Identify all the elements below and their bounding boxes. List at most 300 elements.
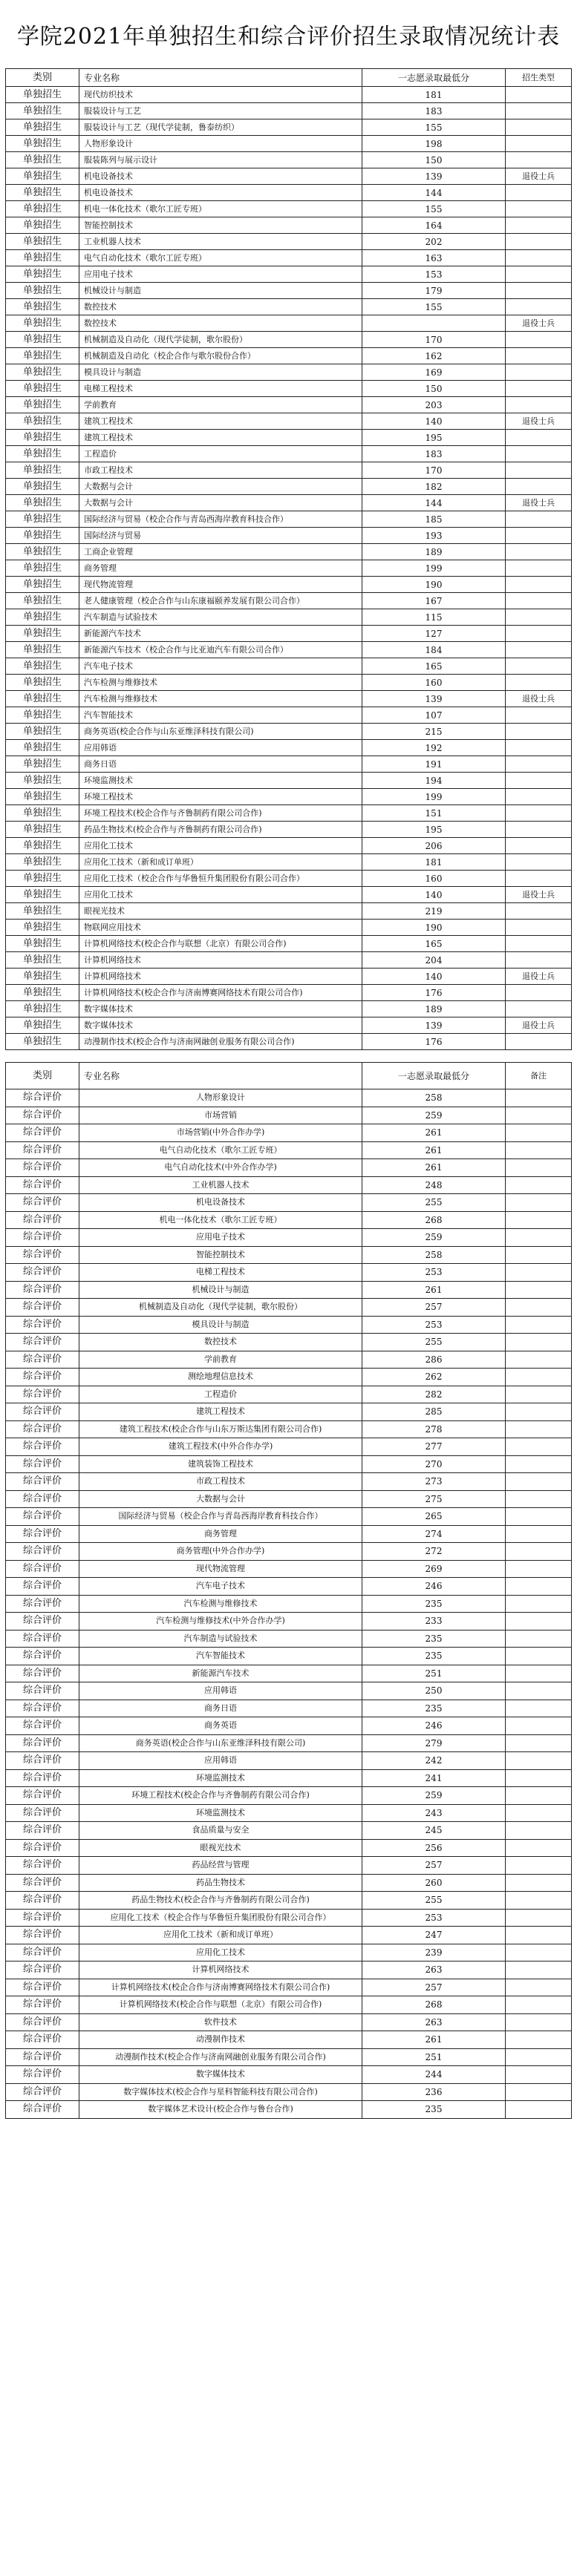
cell-note bbox=[506, 1034, 572, 1050]
cell-major: 老人健康管理（校企合作与山东康福颐养发展有限公司合作） bbox=[79, 593, 362, 609]
cell-note bbox=[506, 511, 572, 528]
cell-min-score: 170 bbox=[362, 332, 506, 348]
table-row bbox=[6, 887, 572, 903]
cell-note bbox=[506, 1909, 572, 1927]
cell-major: 机械制造及自动化（现代学徒制，歌尔股份） bbox=[79, 1299, 362, 1317]
cell-category: 综合评价 bbox=[6, 1682, 79, 1700]
cell-note bbox=[506, 136, 572, 152]
cell-category: 单独招生 bbox=[6, 920, 79, 936]
admission-table-independent bbox=[5, 68, 572, 1050]
cell-min-score: 155 bbox=[362, 299, 506, 315]
cell-category: 综合评价 bbox=[6, 1403, 79, 1421]
cell-major: 现代物流管理 bbox=[79, 577, 362, 593]
cell-note: 退役士兵 bbox=[506, 887, 572, 903]
cell-major: 商务英语 bbox=[79, 1717, 362, 1735]
table-row bbox=[6, 1107, 572, 1124]
cell-category: 单独招生 bbox=[6, 773, 79, 789]
cell-min-score: 190 bbox=[362, 920, 506, 936]
cell-major: 应用电子技术 bbox=[79, 1229, 362, 1247]
cell-category: 单独招生 bbox=[6, 495, 79, 511]
table-row bbox=[6, 903, 572, 920]
cell-major: 汽车检测与维修技术 bbox=[79, 675, 362, 691]
cell-note bbox=[506, 544, 572, 560]
table-row bbox=[6, 1717, 572, 1735]
cell-min-score: 150 bbox=[362, 152, 506, 168]
cell-min-score: 263 bbox=[362, 2013, 506, 2031]
cell-min-score: 169 bbox=[362, 364, 506, 381]
cell-major: 学前教育 bbox=[79, 1351, 362, 1369]
cell-major: 应用化工技术（新和成订单班） bbox=[79, 1927, 362, 1944]
cell-min-score: 189 bbox=[362, 1001, 506, 1017]
table-row bbox=[6, 1560, 572, 1578]
cell-category: 单独招生 bbox=[6, 854, 79, 871]
cell-note bbox=[506, 250, 572, 266]
table-row bbox=[6, 1682, 572, 1700]
cell-major: 软件技术 bbox=[79, 2013, 362, 2031]
cell-major: 应用电子技术 bbox=[79, 266, 362, 283]
cell-category: 综合评价 bbox=[6, 1996, 79, 2014]
cell-note bbox=[506, 1229, 572, 1247]
cell-major: 计算机网络技术(校企合作与济南博赛网络技术有限公司合作) bbox=[79, 985, 362, 1001]
table-row bbox=[6, 805, 572, 822]
cell-category: 单独招生 bbox=[6, 234, 79, 250]
cell-min-score: 244 bbox=[362, 2066, 506, 2084]
cell-category: 综合评价 bbox=[6, 1648, 79, 1665]
cell-major: 药品经营与管理 bbox=[79, 1857, 362, 1875]
table-row bbox=[6, 332, 572, 348]
cell-major: 药品生物技术(校企合作与齐鲁制药有限公司合作) bbox=[79, 1892, 362, 1910]
cell-min-score: 162 bbox=[362, 348, 506, 364]
cell-category: 单独招生 bbox=[6, 724, 79, 740]
cell-category: 综合评价 bbox=[6, 2031, 79, 2049]
cell-note bbox=[506, 1211, 572, 1229]
cell-major: 数字媒体技术 bbox=[79, 1001, 362, 1017]
cell-note bbox=[506, 1648, 572, 1665]
cell-min-score: 243 bbox=[362, 1804, 506, 1822]
cell-major: 大数据与会计 bbox=[79, 1490, 362, 1508]
cell-major: 数控技术 bbox=[79, 1334, 362, 1351]
cell-major: 商务日语 bbox=[79, 756, 362, 773]
cell-note bbox=[506, 740, 572, 756]
table-row bbox=[6, 658, 572, 675]
cell-category: 单独招生 bbox=[6, 675, 79, 691]
cell-min-score: 194 bbox=[362, 773, 506, 789]
cell-category: 单独招生 bbox=[6, 87, 79, 103]
cell-note bbox=[506, 1176, 572, 1194]
cell-min-score: 236 bbox=[362, 2083, 506, 2101]
cell-major: 新能源汽车技术 bbox=[79, 1665, 362, 1682]
cell-category: 综合评价 bbox=[6, 1857, 79, 1875]
cell-major: 学前教育 bbox=[79, 397, 362, 413]
cell-min-score: 257 bbox=[362, 1979, 506, 1996]
cell-major: 环境监测技术 bbox=[79, 773, 362, 789]
cell-min-score: 183 bbox=[362, 103, 506, 119]
table-row bbox=[6, 136, 572, 152]
table-row bbox=[6, 511, 572, 528]
table-row bbox=[6, 103, 572, 119]
cell-category: 综合评价 bbox=[6, 1595, 79, 1613]
cell-min-score: 181 bbox=[362, 854, 506, 871]
table-row bbox=[6, 2031, 572, 2049]
cell-min-score: 269 bbox=[362, 1560, 506, 1578]
cell-category: 单独招生 bbox=[6, 1017, 79, 1034]
cell-min-score: 239 bbox=[362, 1944, 506, 1962]
cell-note bbox=[506, 2101, 572, 2119]
cell-major: 数控技术 bbox=[79, 315, 362, 332]
cell-note bbox=[506, 838, 572, 854]
table-row bbox=[6, 234, 572, 250]
table-row bbox=[6, 773, 572, 789]
cell-category: 单独招生 bbox=[6, 283, 79, 299]
cell-major: 服装陈列与展示设计 bbox=[79, 152, 362, 168]
cell-note bbox=[506, 119, 572, 136]
cell-category: 单独招生 bbox=[6, 332, 79, 348]
cell-category: 综合评价 bbox=[6, 1560, 79, 1578]
cell-major: 应用化工技术（校企合作与华鲁恒升集团股份有限公司合作） bbox=[79, 871, 362, 887]
table-row bbox=[6, 2101, 572, 2119]
cell-min-score: 261 bbox=[362, 2031, 506, 2049]
cell-category: 综合评价 bbox=[6, 1508, 79, 1526]
table-row bbox=[6, 920, 572, 936]
cell-note bbox=[506, 2031, 572, 2049]
header-major: 专业名称 bbox=[79, 69, 362, 87]
table-row bbox=[6, 985, 572, 1001]
cell-min-score: 255 bbox=[362, 1194, 506, 1212]
cell-category: 单独招生 bbox=[6, 201, 79, 217]
cell-major: 计算机网络技术(校企合作与联想（北京）有限公司合作) bbox=[79, 936, 362, 952]
table-row bbox=[6, 1386, 572, 1403]
cell-min-score: 155 bbox=[362, 201, 506, 217]
cell-major: 机械制造及自动化（现代学徒制，歌尔股份） bbox=[79, 332, 362, 348]
cell-note bbox=[506, 1420, 572, 1438]
cell-note bbox=[506, 1438, 572, 1456]
cell-category: 单独招生 bbox=[6, 511, 79, 528]
cell-major: 应用韩语 bbox=[79, 1682, 362, 1700]
cell-note bbox=[506, 1455, 572, 1473]
cell-note bbox=[506, 936, 572, 952]
cell-category: 单独招生 bbox=[6, 1001, 79, 1017]
cell-note bbox=[506, 1264, 572, 1282]
cell-category: 综合评价 bbox=[6, 1525, 79, 1543]
cell-min-score: 270 bbox=[362, 1455, 506, 1473]
cell-note bbox=[506, 397, 572, 413]
cell-category: 单独招生 bbox=[6, 969, 79, 985]
table-row bbox=[6, 1420, 572, 1438]
cell-major: 动漫制作技术(校企合作与济南网融创业服务有限公司合作) bbox=[79, 1034, 362, 1050]
table-row bbox=[6, 1839, 572, 1857]
cell-major: 机械制造及自动化（校企合作与歌尔股份合作） bbox=[79, 348, 362, 364]
cell-category: 综合评价 bbox=[6, 1351, 79, 1369]
cell-note bbox=[506, 1682, 572, 1700]
cell-major: 环境监测技术 bbox=[79, 1804, 362, 1822]
table-row bbox=[6, 577, 572, 593]
cell-note bbox=[506, 1141, 572, 1159]
cell-note bbox=[506, 773, 572, 789]
cell-category: 综合评价 bbox=[6, 1979, 79, 1996]
cell-category: 单独招生 bbox=[6, 1034, 79, 1050]
cell-note bbox=[506, 2013, 572, 2031]
cell-major: 数控技术 bbox=[79, 299, 362, 315]
cell-major: 应用化工技术 bbox=[79, 1944, 362, 1962]
cell-major: 环境工程技术 bbox=[79, 789, 362, 805]
table-row bbox=[6, 2048, 572, 2066]
cell-min-score: 261 bbox=[362, 1124, 506, 1142]
cell-note bbox=[506, 1508, 572, 1526]
cell-major: 大数据与会计 bbox=[79, 495, 362, 511]
cell-category: 单独招生 bbox=[6, 560, 79, 577]
table-body bbox=[6, 1089, 572, 2119]
cell-major: 机电设备技术 bbox=[79, 185, 362, 201]
cell-category: 单独招生 bbox=[6, 413, 79, 430]
cell-category: 综合评价 bbox=[6, 1281, 79, 1299]
cell-category: 单独招生 bbox=[6, 887, 79, 903]
cell-note bbox=[506, 1578, 572, 1596]
table-row bbox=[6, 1438, 572, 1456]
cell-min-score: 251 bbox=[362, 1665, 506, 1682]
cell-min-score: 215 bbox=[362, 724, 506, 740]
cell-min-score: 140 bbox=[362, 887, 506, 903]
table-row bbox=[6, 479, 572, 495]
cell-min-score: 245 bbox=[362, 1822, 506, 1840]
cell-category: 单独招生 bbox=[6, 348, 79, 364]
cell-category: 单独招生 bbox=[6, 593, 79, 609]
cell-note bbox=[506, 2083, 572, 2101]
cell-category: 综合评价 bbox=[6, 1194, 79, 1212]
cell-min-score: 167 bbox=[362, 593, 506, 609]
cell-note bbox=[506, 609, 572, 626]
cell-category: 综合评价 bbox=[6, 1909, 79, 1927]
cell-note bbox=[506, 593, 572, 609]
page-title: 学院2021年单独招生和综合评价招生录取情况统计表 bbox=[16, 24, 561, 50]
table-row bbox=[6, 283, 572, 299]
cell-min-score: 246 bbox=[362, 1578, 506, 1596]
cell-category: 综合评价 bbox=[6, 1665, 79, 1682]
cell-note bbox=[506, 985, 572, 1001]
cell-category: 单独招生 bbox=[6, 152, 79, 168]
cell-min-score: 259 bbox=[362, 1229, 506, 1247]
cell-note bbox=[506, 1543, 572, 1561]
cell-note bbox=[506, 1281, 572, 1299]
cell-category: 单独招生 bbox=[6, 446, 79, 462]
table-row bbox=[6, 1665, 572, 1682]
cell-min-score: 204 bbox=[362, 952, 506, 969]
cell-min-score: 191 bbox=[362, 756, 506, 773]
cell-note bbox=[506, 1001, 572, 1017]
cell-min-score: 277 bbox=[362, 1438, 506, 1456]
cell-major: 眼视光技术 bbox=[79, 1839, 362, 1857]
table-row bbox=[6, 446, 572, 462]
cell-note bbox=[506, 1892, 572, 1910]
cell-category: 综合评价 bbox=[6, 1630, 79, 1648]
cell-min-score: 199 bbox=[362, 789, 506, 805]
table-row bbox=[6, 1857, 572, 1875]
cell-major: 人物形象设计 bbox=[79, 1089, 362, 1107]
header-category: 类别 bbox=[6, 1063, 79, 1089]
cell-major: 汽车智能技术 bbox=[79, 707, 362, 724]
table-row bbox=[6, 1752, 572, 1770]
cell-note bbox=[506, 1369, 572, 1386]
cell-note bbox=[506, 854, 572, 871]
cell-major: 应用化工技术 bbox=[79, 838, 362, 854]
cell-note bbox=[506, 462, 572, 479]
table-row bbox=[6, 1455, 572, 1473]
cell-major: 数字媒体技术 bbox=[79, 1017, 362, 1034]
cell-category: 综合评价 bbox=[6, 1734, 79, 1752]
cell-major: 汽车制造与试验技术 bbox=[79, 609, 362, 626]
cell-category: 单独招生 bbox=[6, 136, 79, 152]
cell-category: 单独招生 bbox=[6, 381, 79, 397]
cell-min-score: 241 bbox=[362, 1769, 506, 1787]
cell-note: 退役士兵 bbox=[506, 413, 572, 430]
cell-note bbox=[506, 724, 572, 740]
cell-note bbox=[506, 1857, 572, 1875]
table-row bbox=[6, 397, 572, 413]
cell-major: 大数据与会计 bbox=[79, 479, 362, 495]
cell-category: 综合评价 bbox=[6, 1141, 79, 1159]
table-row bbox=[6, 1525, 572, 1543]
cell-major: 电梯工程技术 bbox=[79, 1264, 362, 1282]
cell-category: 综合评价 bbox=[6, 1822, 79, 1840]
cell-category: 综合评价 bbox=[6, 1159, 79, 1177]
table-row bbox=[6, 756, 572, 773]
cell-min-score: 262 bbox=[362, 1369, 506, 1386]
cell-category: 综合评价 bbox=[6, 2048, 79, 2066]
cell-min-score: 242 bbox=[362, 1752, 506, 1770]
cell-min-score: 198 bbox=[362, 136, 506, 152]
cell-note bbox=[506, 1752, 572, 1770]
cell-min-score: 256 bbox=[362, 1839, 506, 1857]
table-row bbox=[6, 1034, 572, 1050]
table-row bbox=[6, 1874, 572, 1892]
cell-note bbox=[506, 1734, 572, 1752]
cell-major: 汽车制造与试验技术 bbox=[79, 1630, 362, 1648]
cell-major: 应用韩语 bbox=[79, 740, 362, 756]
cell-major: 机电一体化技术（歌尔工匠专班） bbox=[79, 201, 362, 217]
cell-note bbox=[506, 1124, 572, 1142]
cell-note bbox=[506, 1717, 572, 1735]
cell-min-score: 235 bbox=[362, 1595, 506, 1613]
table-row bbox=[6, 1001, 572, 1017]
table-gap bbox=[0, 1050, 577, 1062]
cell-min-score: 155 bbox=[362, 119, 506, 136]
cell-category: 综合评价 bbox=[6, 1176, 79, 1194]
cell-note bbox=[506, 103, 572, 119]
table-row bbox=[6, 495, 572, 511]
table-row bbox=[6, 462, 572, 479]
cell-note bbox=[506, 822, 572, 838]
table-row bbox=[6, 1892, 572, 1910]
table-row bbox=[6, 1017, 572, 1034]
table-row bbox=[6, 1630, 572, 1648]
table-row bbox=[6, 1089, 572, 1107]
cell-min-score: 253 bbox=[362, 1909, 506, 1927]
table-row bbox=[6, 1595, 572, 1613]
cell-category: 综合评价 bbox=[6, 1543, 79, 1561]
cell-min-score: 202 bbox=[362, 234, 506, 250]
table-row bbox=[6, 1769, 572, 1787]
cell-major: 国际经济与贸易（校企合作与青岛西海岸教育科技合作） bbox=[79, 1508, 362, 1526]
cell-note bbox=[506, 1874, 572, 1892]
cell-note bbox=[506, 1334, 572, 1351]
cell-major: 市政工程技术 bbox=[79, 1473, 362, 1491]
cell-min-score: 265 bbox=[362, 1508, 506, 1526]
cell-major: 环境监测技术 bbox=[79, 1769, 362, 1787]
table-row bbox=[6, 315, 572, 332]
header-major: 专业名称 bbox=[79, 1063, 362, 1089]
cell-note bbox=[506, 560, 572, 577]
cell-major: 汽车电子技术 bbox=[79, 1578, 362, 1596]
table-row bbox=[6, 1124, 572, 1142]
table-row bbox=[6, 201, 572, 217]
cell-min-score: 195 bbox=[362, 822, 506, 838]
table-header-row bbox=[6, 1063, 572, 1089]
cell-note bbox=[506, 1560, 572, 1578]
cell-min-score: 165 bbox=[362, 936, 506, 952]
cell-major: 模具设计与制造 bbox=[79, 364, 362, 381]
cell-min-score: 278 bbox=[362, 1420, 506, 1438]
cell-min-score: 253 bbox=[362, 1264, 506, 1282]
cell-category: 综合评价 bbox=[6, 1369, 79, 1386]
cell-category: 单独招生 bbox=[6, 658, 79, 675]
cell-note: 退役士兵 bbox=[506, 969, 572, 985]
cell-min-score: 127 bbox=[362, 626, 506, 642]
cell-min-score: 150 bbox=[362, 381, 506, 397]
cell-major: 商务管理 bbox=[79, 1525, 362, 1543]
cell-category: 单独招生 bbox=[6, 544, 79, 560]
cell-min-score: 246 bbox=[362, 1717, 506, 1735]
cell-note bbox=[506, 1194, 572, 1212]
table-row bbox=[6, 1281, 572, 1299]
cell-category: 综合评价 bbox=[6, 1700, 79, 1717]
cell-min-score: 183 bbox=[362, 446, 506, 462]
cell-min-score: 259 bbox=[362, 1787, 506, 1805]
cell-category: 单独招生 bbox=[6, 691, 79, 707]
table-row bbox=[6, 1176, 572, 1194]
table-row bbox=[6, 430, 572, 446]
cell-note bbox=[506, 626, 572, 642]
table-row bbox=[6, 822, 572, 838]
cell-category: 综合评价 bbox=[6, 2013, 79, 2031]
cell-category: 综合评价 bbox=[6, 1787, 79, 1805]
table-row bbox=[6, 1787, 572, 1805]
cell-note bbox=[506, 1979, 572, 1996]
cell-min-score: 176 bbox=[362, 1034, 506, 1050]
cell-major: 商务管理 bbox=[79, 560, 362, 577]
cell-note bbox=[506, 1473, 572, 1491]
cell-major: 汽车智能技术 bbox=[79, 1648, 362, 1665]
cell-note bbox=[506, 577, 572, 593]
cell-category: 单独招生 bbox=[6, 822, 79, 838]
cell-min-score: 164 bbox=[362, 217, 506, 234]
cell-note bbox=[506, 528, 572, 544]
cell-major: 人物形象设计 bbox=[79, 136, 362, 152]
cell-category: 单独招生 bbox=[6, 952, 79, 969]
cell-major: 市政工程技术 bbox=[79, 462, 362, 479]
cell-min-score: 258 bbox=[362, 1246, 506, 1264]
cell-note: 退役士兵 bbox=[506, 168, 572, 185]
table-row bbox=[6, 87, 572, 103]
cell-note bbox=[506, 1613, 572, 1631]
cell-note bbox=[506, 217, 572, 234]
table-row bbox=[6, 789, 572, 805]
cell-note bbox=[506, 1822, 572, 1840]
table-row bbox=[6, 2013, 572, 2031]
cell-min-score: 203 bbox=[362, 397, 506, 413]
cell-major: 市场营销(中外合作办学) bbox=[79, 1124, 362, 1142]
cell-major: 商务英语(校企合作与山东亚维泽科技有限公司) bbox=[79, 724, 362, 740]
cell-min-score: 181 bbox=[362, 87, 506, 103]
cell-category: 综合评价 bbox=[6, 1229, 79, 1247]
